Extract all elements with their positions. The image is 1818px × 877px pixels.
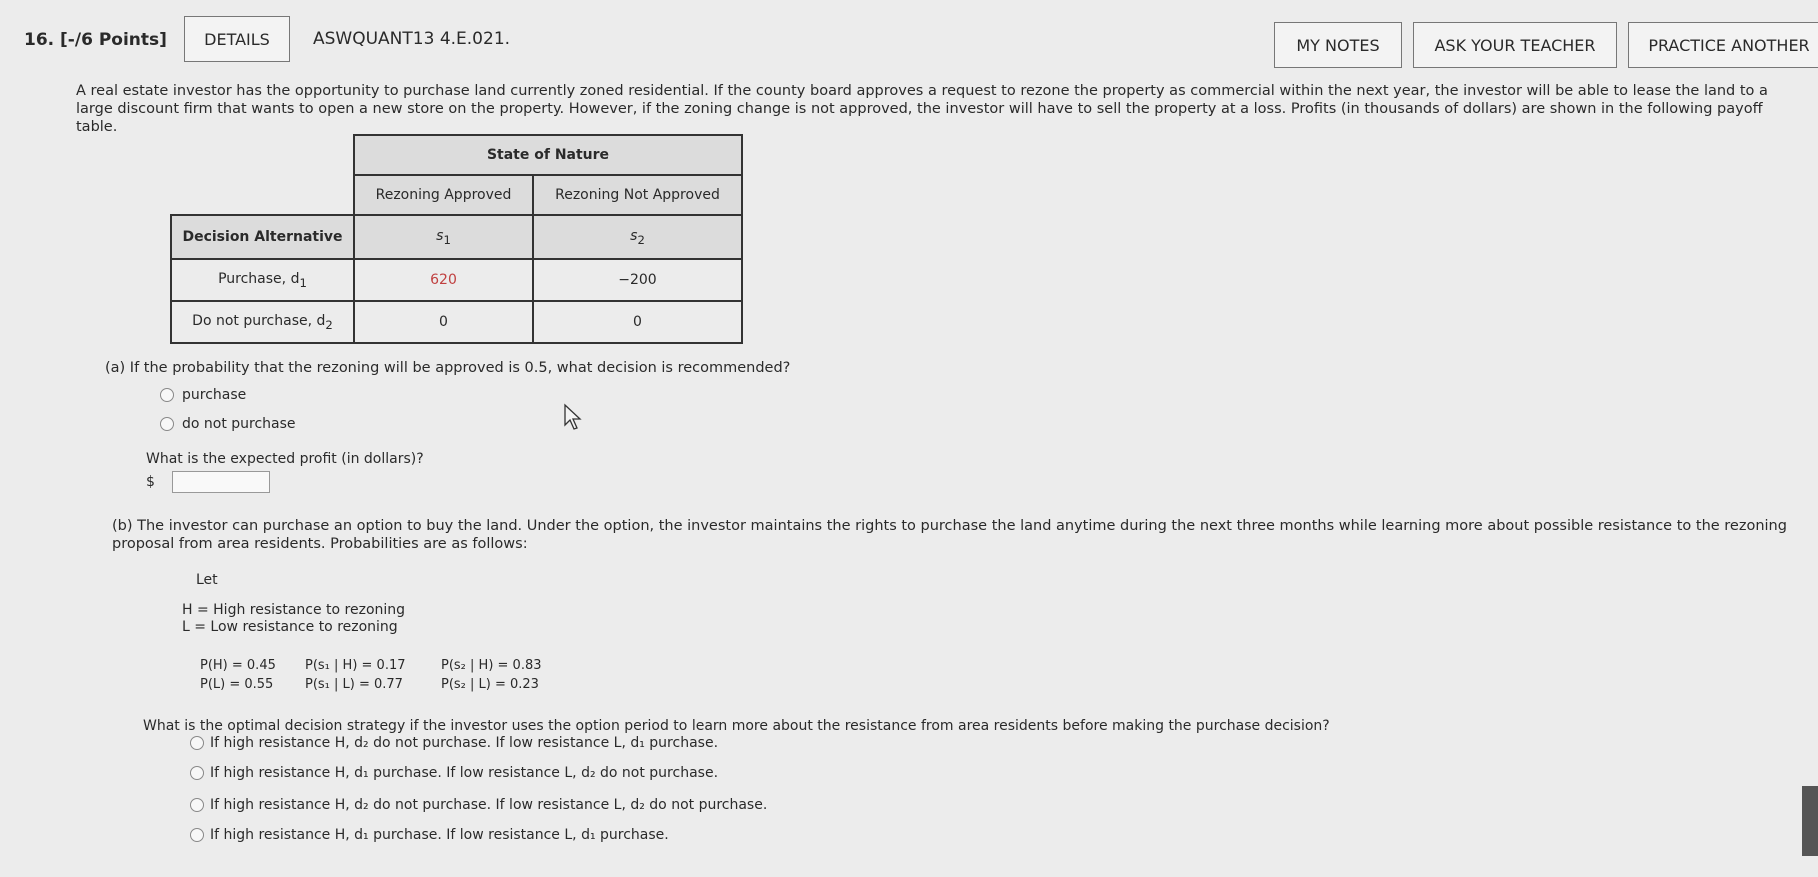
probability: P(H) = 0.45 <box>200 658 276 673</box>
option-label: If high resistance H, d₁ purchase. If low resistance L, d₁ purchase. <box>210 827 669 843</box>
payoff-cell: −200 <box>533 259 742 301</box>
probability: P(s₁ | L) = 0.77 <box>305 677 403 692</box>
option-label: purchase <box>182 387 247 403</box>
probability: P(s₂ | L) = 0.23 <box>441 677 539 692</box>
probability: P(s₂ | H) = 0.83 <box>441 658 542 673</box>
dollar-sign: $ <box>146 474 155 490</box>
strategy-option-1[interactable] <box>190 735 718 751</box>
part-b-question: (b) The investor can purchase an option to buy the land. Under the option, the investor maintains the rights to purchase the land anytime during the next three months while learning more about possible resistance to the rezoning proposal from area residents. Probabilities are as follows: <box>112 518 1787 552</box>
intro-text: A real estate investor has the opportunity to purchase land currently zoned residential. If the county board approves a request to rezone the property as commercial within the next year, the investor will be able to lease the land to a large discount firm that wants to open a new store on the property. However, if the zoning change is not approved, the investor will have to sell the property at a loss. Profits (in thousands of dollars) are shown in the following payoff table. <box>76 83 1768 135</box>
decision-alternative-header: Decision Alternative <box>171 215 354 259</box>
radio-circle-icon[interactable] <box>160 388 174 402</box>
question-code: ASWQUANT13 4.E.021. <box>313 29 511 49</box>
table-row <box>171 301 742 343</box>
let-label: Let <box>196 572 218 588</box>
radio-circle-icon[interactable] <box>190 828 204 842</box>
question-header <box>0 0 1818 70</box>
ask-teacher-button[interactable]: ASK YOUR TEACHER <box>1413 22 1617 68</box>
details-button[interactable]: DETAILS <box>184 16 290 62</box>
radio-circle-icon[interactable] <box>190 798 204 812</box>
radio-circle-icon[interactable] <box>190 766 204 780</box>
strategy-option-2[interactable] <box>190 765 718 781</box>
strategy-option-3[interactable] <box>190 797 767 813</box>
payoff-cell: 620 <box>354 259 533 301</box>
practice-another-button[interactable]: PRACTICE ANOTHER <box>1628 22 1818 68</box>
definition-h: H = High resistance to rezoning <box>182 602 406 618</box>
probability-row <box>200 656 542 675</box>
s1-header: $s_1$ <box>354 215 533 259</box>
s2-header: $s_2$ <box>533 215 742 259</box>
probability: P(s₁ | H) = 0.17 <box>305 658 406 673</box>
expected-profit-input[interactable] <box>172 471 270 493</box>
option-label: If high resistance H, d₁ purchase. If low resistance L, d₂ do not purchase. <box>210 765 719 781</box>
payoff-cell: 0 <box>533 301 742 343</box>
option-label: If high resistance H, d₂ do not purchase. If low resistance L, d₂ do not purchase. <box>210 797 768 813</box>
option-purchase[interactable] <box>160 387 246 403</box>
my-notes-button[interactable]: MY NOTES <box>1274 22 1402 68</box>
option-label: If high resistance H, d₂ do not purchase. If low resistance L, d₁ purchase. <box>210 735 719 751</box>
definitions <box>182 602 405 636</box>
payoff-cell: 0 <box>354 301 533 343</box>
strategy-option-4[interactable] <box>190 827 669 843</box>
rezoning-not-approved-header: Rezoning Not Approved <box>533 175 742 215</box>
expected-profit-question: What is the expected profit (in dollars)? <box>146 451 424 467</box>
radio-circle-icon[interactable] <box>190 736 204 750</box>
probability-row <box>200 675 542 694</box>
option-label: do not purchase <box>182 416 296 432</box>
scrollbar[interactable] <box>1802 786 1818 856</box>
definition-l: L = Low resistance to rezoning <box>182 619 398 635</box>
option-do-not-purchase[interactable] <box>160 416 296 432</box>
probability: P(L) = 0.55 <box>200 677 274 692</box>
payoff-table <box>170 134 743 344</box>
probability-table <box>200 656 542 694</box>
table-row <box>171 259 742 301</box>
radio-circle-icon[interactable] <box>160 417 174 431</box>
mouse-cursor-icon <box>563 403 585 431</box>
row-label: Purchase, $d_1$ <box>171 259 354 301</box>
rezoning-approved-header: Rezoning Approved <box>354 175 533 215</box>
state-of-nature-header: State of Nature <box>354 135 742 175</box>
part-a-question: (a) If the probability that the rezoning will be approved is 0.5, what decision is recommended? <box>105 360 791 376</box>
row-label: Do not purchase, $d_2$ <box>171 301 354 343</box>
question-number: 16. [-/6 Points] <box>24 30 167 50</box>
strategy-question: What is the optimal decision strategy if the investor uses the option period to learn more about the resistance from area residents before making the purchase decision? <box>143 718 1330 734</box>
